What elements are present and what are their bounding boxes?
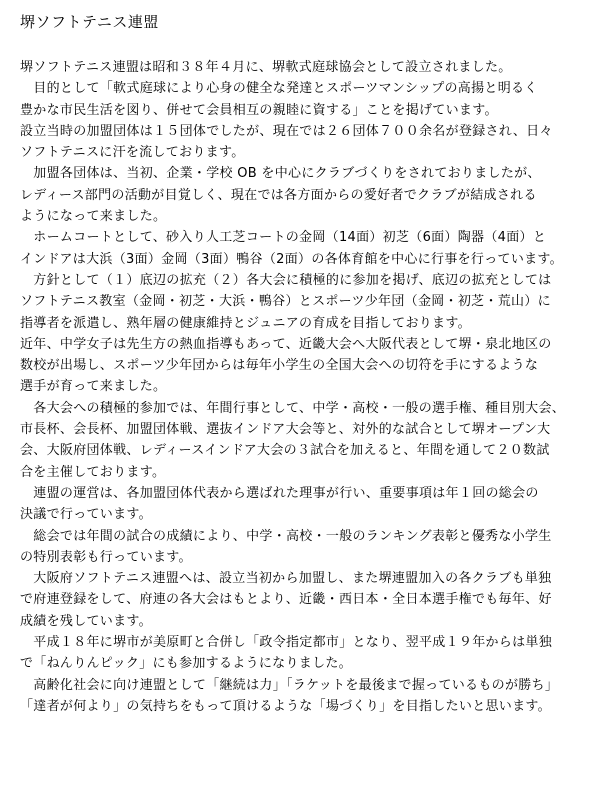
text-line: 連盟の運営は、各加盟団体代表から選ばれた理事が行い、重要事項は年１回の総会の — [20, 485, 539, 501]
text-line: 指導者を派遣し、熟年層の健康維持とジュニアの育成を目指しております。 — [20, 315, 471, 331]
text-line: ホームコートとして、砂入り人工芝コートの金岡（14面）初芝（6面）陶器（4面）と — [20, 230, 547, 246]
text-line: 目的として「軟式庭球により心身の健全な発達とスポーツマンシップの高揚と明るく — [20, 81, 538, 97]
text-line: 「達者が何より」の気持ちをもって頂けるような「場づくり」を目指したいと思います。 — [20, 698, 551, 714]
text-line: 方針として（１）底辺の拡充（２）各大会に積極的に参加を掲げ、底辺の拡充としては — [20, 272, 552, 288]
text-line: 総会では年間の試合の成績により、中学・高校・一般のランキング表彰と優秀な小学生 — [20, 528, 552, 544]
text-line: ソフトテニスに汗を流しております。 — [20, 145, 245, 161]
text-line: 数校が出場し、スポーツ少年団からは毎年小学生の全国大会への切符を手にするような — [20, 358, 539, 374]
text-line: 会、大阪府団体戦、レディースインドア大会の３試合を加えると、年間を通して２０数試 — [20, 443, 550, 459]
text-line: 各大会への積極的参加では、年間行事として、中学・高校・一般の選手権、種目別大会、 — [20, 400, 566, 416]
text-line: 設立当時の加盟団体は１５団体でしたが、現在では２６団体７００余名が登録され、日々 — [20, 123, 553, 139]
text-line: 高齢化社会に向け連盟として「継続は力」「ラケットを最後まで握っているものが勝ち」 — [20, 677, 559, 693]
text-line: 平成１８年に堺市が美原町と合併し「政令指定都市」となり、翌平成１９年からは単独 — [20, 635, 553, 651]
text-line: の特別表彰も行っています。 — [20, 549, 192, 565]
text-line: 豊かな市民生活を図り、併せて会員相互の親睦に資する」ことを掲げています。 — [20, 102, 498, 118]
text-line: 合を主催しております。 — [20, 464, 166, 480]
text-line: で府連登録をして、府連の各大会はもとより、近畿・西日本・全日本選手権でも毎年、好 — [20, 592, 552, 608]
text-line: レディース部門の活動が目覚しく、現在では各方面からの愛好者でクラブが結成される — [20, 187, 537, 203]
page-title: 堺ソフトテニス連盟 — [20, 13, 159, 31]
text-line: ソフトテニス教室（金岡・初芝・大浜・鴨谷）とスポーツ少年団（金岡・初芝・荒山）に — [20, 294, 551, 310]
text-line: インドアは大浜（3面）金岡（3面）鴨谷（2面）の各体育館を中心に行事を行っています。 — [20, 251, 563, 267]
text-line: ようになって来ました。 — [20, 209, 167, 225]
article-body — [20, 57, 595, 717]
text-line: 成績を残しています。 — [20, 613, 152, 629]
text-line: で「ねんりんピック」にも参加するようになりました。 — [20, 656, 352, 672]
text-line: 決議で行っています。 — [20, 507, 152, 523]
text-line: 加盟各団体は、当初、企業・学校 OB を中心にクラブづくりをされておりましたが、 — [20, 166, 541, 182]
text-line: 選手が育って来ました。 — [20, 379, 167, 395]
text-line: 堺ソフトテニス連盟は昭和３８年４月に、堺軟式庭球協会として設立されました。 — [20, 60, 512, 75]
text-line: 大阪府ソフトテニス連盟へは、設立当初から加盟し、また堺連盟加入の各クラブも単独 — [20, 571, 552, 587]
text-line: 近年、中学女子は先生方の熱血指導もあって、近畿大会へ大阪代表として堺・泉北地区の — [20, 336, 552, 352]
text-line: 市長杯、会長杯、加盟団体戦、選抜インドア大会等と、対外的な試合として堺オープン大 — [20, 422, 551, 438]
